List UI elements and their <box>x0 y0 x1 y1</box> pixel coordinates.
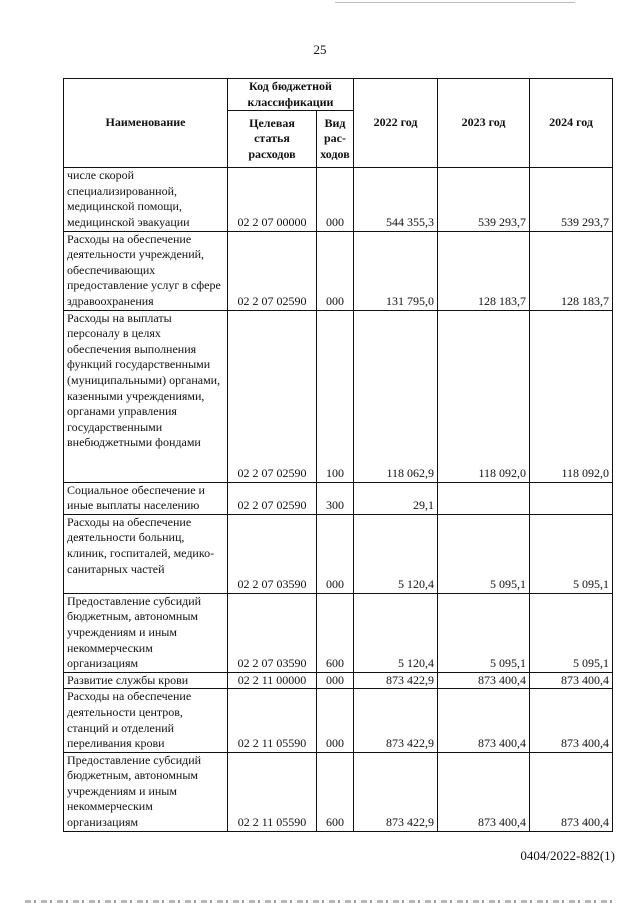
row-value-2023: 118 092,0 <box>438 310 530 482</box>
row-target-article: 02 2 11 05590 <box>228 752 317 831</box>
row-value-2022: 873 422,9 <box>354 672 438 689</box>
page-number: 25 <box>313 42 327 57</box>
document-id: 0404/2022-882(1) <box>520 848 615 863</box>
row-value-2023: 5 095,1 <box>438 514 530 593</box>
budget-table <box>63 78 613 832</box>
row-value-2023: 873 400,4 <box>438 752 530 831</box>
row-target-article: 02 2 07 02590 <box>228 231 317 310</box>
table-row <box>64 310 613 482</box>
row-expense-kind: 000 <box>317 689 354 752</box>
row-name: Расходы на выплаты персоналу в целях обеспечения выполнения функций государственными (муниципальными) органами, казенными учреждениями, органами управления государственными внебюджетными фондами <box>64 310 228 482</box>
table-row <box>64 514 613 593</box>
row-expense-kind: 600 <box>317 593 354 672</box>
header-expense-kind: Вид рас-ходов <box>317 111 354 168</box>
row-name: Социальное обеспечение и иные выплаты населению <box>64 482 228 514</box>
top-scan-rule <box>335 2 575 3</box>
row-value-2022: 544 355,3 <box>354 168 438 231</box>
header-2023: 2023 год <box>438 79 530 168</box>
row-expense-kind: 300 <box>317 482 354 514</box>
header-2022: 2022 год <box>354 79 438 168</box>
row-expense-kind: 000 <box>317 231 354 310</box>
row-value-2024: 873 400,4 <box>530 672 613 689</box>
table-row <box>64 482 613 514</box>
row-value-2023: 873 400,4 <box>438 672 530 689</box>
table-row <box>64 689 613 752</box>
row-target-article: 02 2 11 05590 <box>228 689 317 752</box>
row-value-2022: 5 120,4 <box>354 514 438 593</box>
row-value-2024: 118 092,0 <box>530 310 613 482</box>
row-value-2024: 5 095,1 <box>530 593 613 672</box>
row-name: числе скорой специализированной, медицинской помощи, медицинской эвакуации <box>64 168 228 231</box>
row-name: Расходы на обеспечение деятельности учреждений, обеспечивающих предоставление услуг в сфере здравоохранения <box>64 231 228 310</box>
table-row <box>64 168 613 231</box>
row-expense-kind: 600 <box>317 752 354 831</box>
row-target-article: 02 2 07 03590 <box>228 593 317 672</box>
row-name: Предоставление субсидий бюджетным, автономным учреждениям и иным некоммерческим организациям <box>64 752 228 831</box>
table-row <box>64 752 613 831</box>
header-2024: 2024 год <box>530 79 613 168</box>
row-target-article: 02 2 07 02590 <box>228 482 317 514</box>
row-value-2023: 539 293,7 <box>438 168 530 231</box>
row-expense-kind: 000 <box>317 514 354 593</box>
row-value-2024: 539 293,7 <box>530 168 613 231</box>
row-name: Расходы на обеспечение деятельности больниц, клиник, госпиталей, медико-санитарных частей <box>64 514 228 593</box>
table-row <box>64 593 613 672</box>
row-value-2022: 873 422,9 <box>354 689 438 752</box>
row-target-article: 02 2 11 00000 <box>228 672 317 689</box>
row-name: Предоставление субсидий бюджетным, автономным учреждениям и иным некоммерческим организациям <box>64 593 228 672</box>
row-value-2023: 873 400,4 <box>438 689 530 752</box>
row-value-2022: 5 120,4 <box>354 593 438 672</box>
row-value-2022: 131 795,0 <box>354 231 438 310</box>
row-value-2022: 873 422,9 <box>354 752 438 831</box>
row-value-2023 <box>438 482 530 514</box>
row-value-2022: 29,1 <box>354 482 438 514</box>
table-row <box>64 672 613 689</box>
row-value-2023: 128 183,7 <box>438 231 530 310</box>
header-name: Наименование <box>64 79 228 168</box>
row-value-2024: 873 400,4 <box>530 752 613 831</box>
row-value-2024: 873 400,4 <box>530 689 613 752</box>
row-name: Расходы на обеспечение деятельности центров, станций и отделений переливания крови <box>64 689 228 752</box>
row-expense-kind: 000 <box>317 672 354 689</box>
row-target-article: 02 2 07 03590 <box>228 514 317 593</box>
header-target-article: Целевая статья расходов <box>228 111 317 168</box>
row-target-article: 02 2 07 00000 <box>228 168 317 231</box>
row-expense-kind: 000 <box>317 168 354 231</box>
row-value-2024 <box>530 482 613 514</box>
row-value-2024: 5 095,1 <box>530 514 613 593</box>
scan-edge <box>25 900 615 903</box>
row-expense-kind: 100 <box>317 310 354 482</box>
table-row <box>64 231 613 310</box>
row-value-2022: 118 062,9 <box>354 310 438 482</box>
row-value-2024: 128 183,7 <box>530 231 613 310</box>
header-code-group: Код бюджетной классификации <box>228 79 354 111</box>
row-name: Развитие службы крови <box>64 672 228 689</box>
row-value-2023: 5 095,1 <box>438 593 530 672</box>
row-target-article: 02 2 07 02590 <box>228 310 317 482</box>
